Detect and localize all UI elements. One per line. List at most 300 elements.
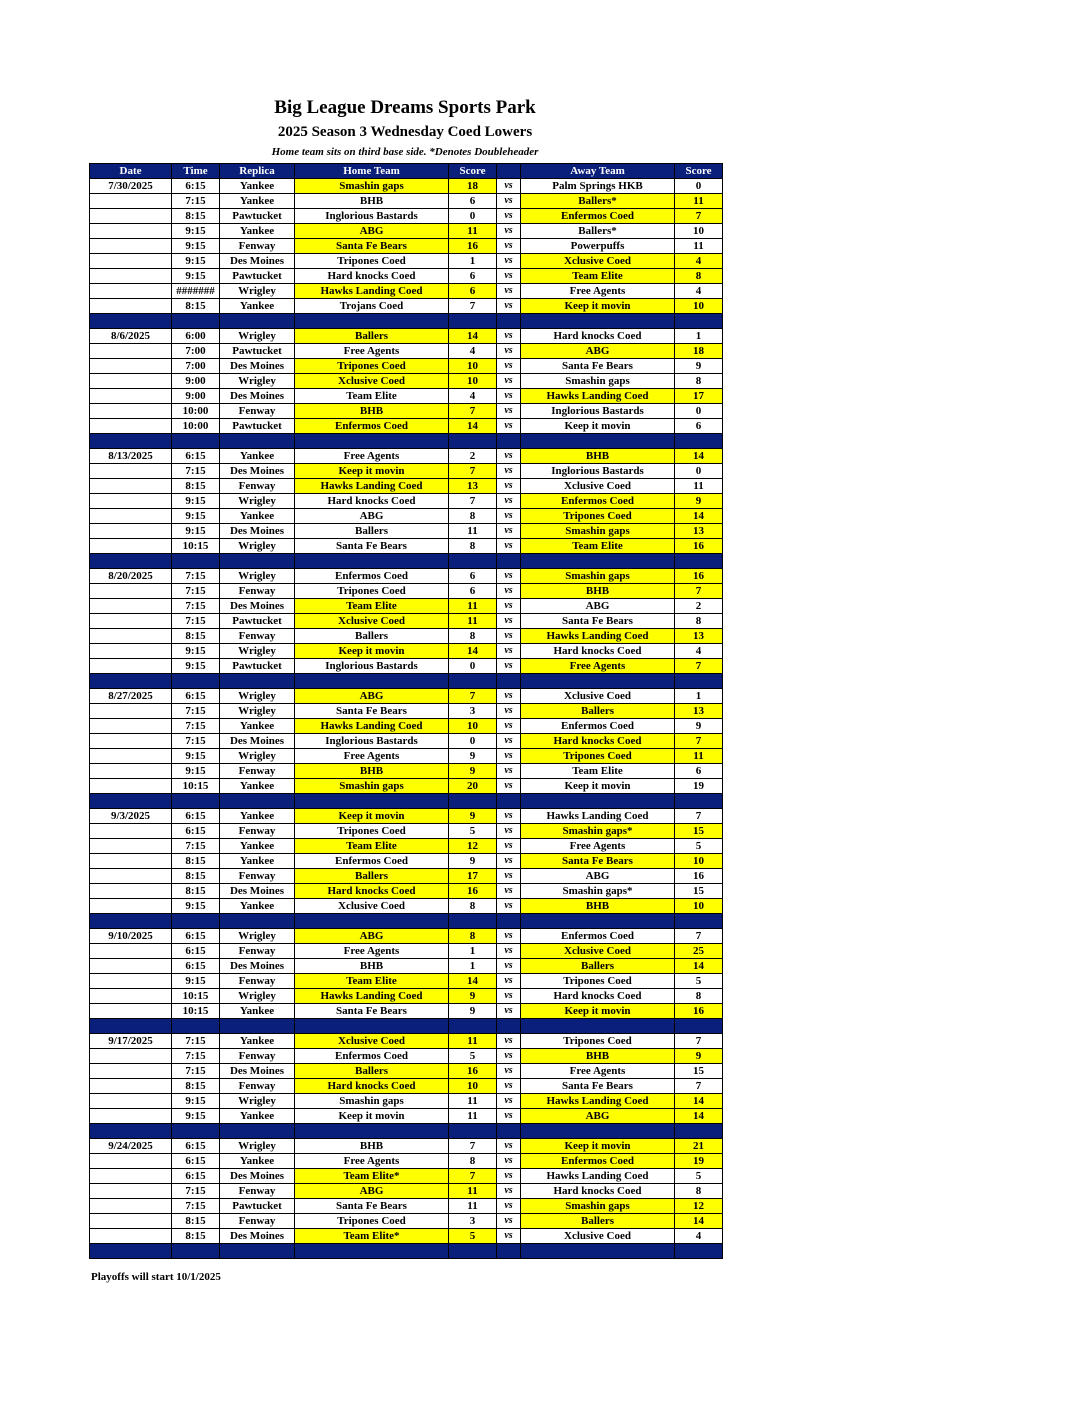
table-row <box>90 254 723 269</box>
away-score-cell: 11 <box>675 479 723 494</box>
time-cell: 6:15 <box>172 809 220 824</box>
away-team-cell: ABG <box>521 869 675 884</box>
home-team-cell: Ballers <box>295 629 449 644</box>
time-cell: 7:15 <box>172 599 220 614</box>
home-score-cell: 16 <box>449 1064 497 1079</box>
home-score-cell: 8 <box>449 539 497 554</box>
date-cell <box>90 764 172 779</box>
separator-cell <box>675 674 723 689</box>
replica-cell: Pawtucket <box>220 419 295 434</box>
table-row <box>90 1154 723 1169</box>
home-score-cell: 14 <box>449 644 497 659</box>
week-separator-row <box>90 1124 723 1139</box>
away-score-cell: 13 <box>675 629 723 644</box>
away-score-cell: 9 <box>675 719 723 734</box>
separator-cell <box>90 434 172 449</box>
time-cell: 9:00 <box>172 374 220 389</box>
replica-cell: Yankee <box>220 1034 295 1049</box>
replica-cell: Pawtucket <box>220 614 295 629</box>
away-score-cell: 7 <box>675 209 723 224</box>
date-cell <box>90 194 172 209</box>
home-score-cell: 9 <box>449 989 497 1004</box>
vs-cell: vs <box>497 1034 521 1049</box>
away-score-cell: 25 <box>675 944 723 959</box>
vs-cell: vs <box>497 1094 521 1109</box>
time-cell: 9:15 <box>172 524 220 539</box>
replica-cell: Yankee <box>220 179 295 194</box>
separator-cell <box>90 1019 172 1034</box>
vs-cell: vs <box>497 824 521 839</box>
home-score-cell: 7 <box>449 299 497 314</box>
date-cell <box>90 284 172 299</box>
separator-cell <box>675 314 723 329</box>
away-team-cell: Santa Fe Bears <box>521 614 675 629</box>
home-team-cell: ABG <box>295 929 449 944</box>
away-score-cell: 7 <box>675 659 723 674</box>
home-score-cell: 14 <box>449 329 497 344</box>
table-row <box>90 764 723 779</box>
away-score-cell: 7 <box>675 1079 723 1094</box>
away-team-cell: BHB <box>521 449 675 464</box>
replica-cell: Pawtucket <box>220 209 295 224</box>
away-team-cell: BHB <box>521 584 675 599</box>
away-team-cell: Team Elite <box>521 539 675 554</box>
away-score-cell: 9 <box>675 1049 723 1064</box>
separator-cell <box>449 794 497 809</box>
table-row <box>90 629 723 644</box>
away-score-cell: 0 <box>675 179 723 194</box>
away-score-cell: 6 <box>675 419 723 434</box>
home-team-cell: Hawks Landing Coed <box>295 284 449 299</box>
home-score-cell: 10 <box>449 1079 497 1094</box>
separator-cell <box>675 1019 723 1034</box>
replica-cell: Yankee <box>220 224 295 239</box>
date-cell: 7/30/2025 <box>90 179 172 194</box>
home-team-cell: Xclusive Coed <box>295 614 449 629</box>
time-cell: 6:15 <box>172 824 220 839</box>
home-team-cell: Hawks Landing Coed <box>295 989 449 1004</box>
vs-cell: vs <box>497 569 521 584</box>
vs-cell: vs <box>497 224 521 239</box>
replica-cell: Des Moines <box>220 734 295 749</box>
home-score-cell: 8 <box>449 899 497 914</box>
replica-cell: Yankee <box>220 449 295 464</box>
replica-cell: Wrigley <box>220 539 295 554</box>
replica-cell: Des Moines <box>220 524 295 539</box>
date-cell: 9/10/2025 <box>90 929 172 944</box>
time-cell: 6:15 <box>172 1154 220 1169</box>
replica-cell: Wrigley <box>220 989 295 1004</box>
table-row <box>90 1094 723 1109</box>
vs-cell: vs <box>497 404 521 419</box>
vs-cell: vs <box>497 1079 521 1094</box>
date-cell <box>90 644 172 659</box>
away-score-cell: 17 <box>675 389 723 404</box>
col-away-team-header: Away Team <box>521 164 675 179</box>
vs-cell: vs <box>497 239 521 254</box>
vs-cell: vs <box>497 779 521 794</box>
away-score-cell: 16 <box>675 869 723 884</box>
table-row <box>90 1184 723 1199</box>
home-team-cell: Keep it movin <box>295 809 449 824</box>
away-score-cell: 14 <box>675 449 723 464</box>
separator-cell <box>497 1244 521 1259</box>
table-row <box>90 899 723 914</box>
away-team-cell: Keep it movin <box>521 1139 675 1154</box>
separator-cell <box>295 794 449 809</box>
table-row <box>90 989 723 1004</box>
away-score-cell: 8 <box>675 269 723 284</box>
away-team-cell: Enfermos Coed <box>521 209 675 224</box>
time-cell: 10:00 <box>172 404 220 419</box>
date-cell <box>90 1004 172 1019</box>
time-cell: 7:15 <box>172 1034 220 1049</box>
time-cell: 8:15 <box>172 1214 220 1229</box>
table-row <box>90 854 723 869</box>
separator-cell <box>90 914 172 929</box>
table-row <box>90 1079 723 1094</box>
home-team-cell: BHB <box>295 959 449 974</box>
away-score-cell: 11 <box>675 239 723 254</box>
date-cell <box>90 854 172 869</box>
vs-cell: vs <box>497 1169 521 1184</box>
vs-cell: vs <box>497 509 521 524</box>
vs-cell: vs <box>497 734 521 749</box>
separator-cell <box>521 434 675 449</box>
schedule-body <box>90 179 723 1259</box>
home-team-cell: ABG <box>295 509 449 524</box>
page-subtitle: 2025 Season 3 Wednesday Coed Lowers <box>277 124 533 140</box>
home-score-cell: 3 <box>449 1214 497 1229</box>
away-team-cell: Keep it movin <box>521 779 675 794</box>
replica-cell: Fenway <box>220 479 295 494</box>
time-cell: 9:00 <box>172 389 220 404</box>
separator-cell <box>449 1124 497 1139</box>
date-cell: 8/6/2025 <box>90 329 172 344</box>
time-cell: 9:15 <box>172 509 220 524</box>
time-cell: 7:15 <box>172 584 220 599</box>
separator-cell <box>220 314 295 329</box>
separator-cell <box>497 314 521 329</box>
vs-cell: vs <box>497 689 521 704</box>
separator-cell <box>172 1244 220 1259</box>
table-row <box>90 329 723 344</box>
home-score-cell: 11 <box>449 599 497 614</box>
date-cell <box>90 1214 172 1229</box>
replica-cell: Des Moines <box>220 959 295 974</box>
date-cell <box>90 659 172 674</box>
away-team-cell: Santa Fe Bears <box>521 854 675 869</box>
away-team-cell: Keep it movin <box>521 299 675 314</box>
home-score-cell: 4 <box>449 389 497 404</box>
time-cell: 8:15 <box>172 1079 220 1094</box>
home-team-cell: Free Agents <box>295 749 449 764</box>
date-cell <box>90 614 172 629</box>
table-row <box>90 749 723 764</box>
away-score-cell: 7 <box>675 929 723 944</box>
time-cell: 7:15 <box>172 1064 220 1079</box>
time-cell: 7:15 <box>172 719 220 734</box>
date-cell <box>90 374 172 389</box>
away-team-cell: Xclusive Coed <box>521 254 675 269</box>
home-team-cell: Tripones Coed <box>295 1214 449 1229</box>
time-cell: 8:15 <box>172 629 220 644</box>
home-team-cell: Team Elite <box>295 599 449 614</box>
date-cell: 8/13/2025 <box>90 449 172 464</box>
away-score-cell: 14 <box>675 1214 723 1229</box>
date-cell <box>90 779 172 794</box>
vs-cell: vs <box>497 869 521 884</box>
away-score-cell: 16 <box>675 539 723 554</box>
separator-cell <box>295 1244 449 1259</box>
table-row <box>90 269 723 284</box>
home-score-cell: 13 <box>449 479 497 494</box>
away-team-cell: Team Elite <box>521 269 675 284</box>
replica-cell: Fenway <box>220 824 295 839</box>
date-cell <box>90 509 172 524</box>
away-score-cell: 11 <box>675 194 723 209</box>
time-cell: 9:15 <box>172 899 220 914</box>
time-cell: 8:15 <box>172 1229 220 1244</box>
table-row <box>90 809 723 824</box>
separator-cell <box>675 1244 723 1259</box>
home-score-cell: 5 <box>449 824 497 839</box>
vs-cell: vs <box>497 629 521 644</box>
away-score-cell: 9 <box>675 359 723 374</box>
table-row <box>90 884 723 899</box>
separator-cell <box>295 314 449 329</box>
away-score-cell: 10 <box>675 854 723 869</box>
table-row <box>90 479 723 494</box>
separator-cell <box>172 914 220 929</box>
date-cell <box>90 464 172 479</box>
separator-cell <box>295 914 449 929</box>
home-team-cell: Santa Fe Bears <box>295 1199 449 1214</box>
separator-cell <box>449 1244 497 1259</box>
week-separator-row <box>90 554 723 569</box>
separator-cell <box>449 314 497 329</box>
separator-cell <box>295 554 449 569</box>
away-team-cell: Inglorious Bastards <box>521 464 675 479</box>
table-row <box>90 284 723 299</box>
date-cell: 8/27/2025 <box>90 689 172 704</box>
col-time-header: Time <box>172 164 220 179</box>
separator-cell <box>172 674 220 689</box>
replica-cell: Fenway <box>220 764 295 779</box>
away-team-cell: Hard knocks Coed <box>521 989 675 1004</box>
away-team-cell: Enfermos Coed <box>521 1154 675 1169</box>
date-cell <box>90 1229 172 1244</box>
vs-cell: vs <box>497 644 521 659</box>
home-score-cell: 9 <box>449 749 497 764</box>
separator-cell <box>521 554 675 569</box>
date-cell: 8/20/2025 <box>90 569 172 584</box>
date-cell <box>90 584 172 599</box>
separator-cell <box>90 674 172 689</box>
away-score-cell: 14 <box>675 1094 723 1109</box>
home-score-cell: 8 <box>449 629 497 644</box>
away-score-cell: 18 <box>675 344 723 359</box>
home-score-cell: 11 <box>449 1034 497 1049</box>
away-team-cell: ABG <box>521 344 675 359</box>
home-team-cell: Tripones Coed <box>295 584 449 599</box>
away-score-cell: 1 <box>675 689 723 704</box>
vs-cell: vs <box>497 254 521 269</box>
date-cell <box>90 629 172 644</box>
table-row <box>90 1034 723 1049</box>
table-row <box>90 224 723 239</box>
away-score-cell: 7 <box>675 734 723 749</box>
replica-cell: Yankee <box>220 1154 295 1169</box>
time-cell: 6:15 <box>172 1169 220 1184</box>
away-team-cell: Hard knocks Coed <box>521 644 675 659</box>
date-cell <box>90 1079 172 1094</box>
away-team-cell: Tripones Coed <box>521 749 675 764</box>
replica-cell: Fenway <box>220 404 295 419</box>
header-note: Home team sits on third base side. *Denotes Doubleheader <box>271 146 539 158</box>
vs-cell: vs <box>497 614 521 629</box>
table-row <box>90 389 723 404</box>
separator-cell <box>172 554 220 569</box>
home-team-cell: Free Agents <box>295 449 449 464</box>
home-team-cell: Inglorious Bastards <box>295 659 449 674</box>
week-separator-row <box>90 1244 723 1259</box>
vs-cell: vs <box>497 479 521 494</box>
week-separator-row <box>90 434 723 449</box>
page-title: Big League Dreams Sports Park <box>274 97 536 118</box>
home-team-cell: ABG <box>295 1184 449 1199</box>
replica-cell: Pawtucket <box>220 269 295 284</box>
home-score-cell: 14 <box>449 974 497 989</box>
vs-cell: vs <box>497 344 521 359</box>
away-score-cell: 8 <box>675 614 723 629</box>
home-team-cell: Hard knocks Coed <box>295 269 449 284</box>
date-cell <box>90 479 172 494</box>
separator-cell <box>675 554 723 569</box>
home-score-cell: 11 <box>449 1109 497 1124</box>
vs-cell: vs <box>497 989 521 1004</box>
home-team-cell: Ballers <box>295 329 449 344</box>
separator-cell <box>172 794 220 809</box>
away-team-cell: Tripones Coed <box>521 1034 675 1049</box>
table-row <box>90 824 723 839</box>
home-score-cell: 11 <box>449 614 497 629</box>
separator-cell <box>521 314 675 329</box>
home-team-cell: Tripones Coed <box>295 359 449 374</box>
table-row <box>90 644 723 659</box>
home-team-cell: BHB <box>295 404 449 419</box>
table-row <box>90 1004 723 1019</box>
replica-cell: Wrigley <box>220 704 295 719</box>
time-cell: 7:15 <box>172 569 220 584</box>
home-score-cell: 11 <box>449 1184 497 1199</box>
vs-cell: vs <box>497 329 521 344</box>
date-cell <box>90 269 172 284</box>
vs-cell: vs <box>497 494 521 509</box>
date-cell <box>90 209 172 224</box>
replica-cell: Des Moines <box>220 884 295 899</box>
vs-cell: vs <box>497 959 521 974</box>
separator-cell <box>90 1124 172 1139</box>
home-score-cell: 6 <box>449 194 497 209</box>
vs-cell: vs <box>497 854 521 869</box>
separator-cell <box>521 1019 675 1034</box>
vs-cell: vs <box>497 359 521 374</box>
separator-cell <box>220 554 295 569</box>
separator-cell <box>220 914 295 929</box>
replica-cell: Wrigley <box>220 929 295 944</box>
home-score-cell: 8 <box>449 509 497 524</box>
time-cell: 7:15 <box>172 1049 220 1064</box>
vs-cell: vs <box>497 704 521 719</box>
away-team-cell: Smashin gaps <box>521 1199 675 1214</box>
home-score-cell: 11 <box>449 524 497 539</box>
time-cell: 7:15 <box>172 614 220 629</box>
home-team-cell: Trojans Coed <box>295 299 449 314</box>
home-score-cell: 17 <box>449 869 497 884</box>
away-score-cell: 4 <box>675 1229 723 1244</box>
away-team-cell: BHB <box>521 899 675 914</box>
time-cell: 8:15 <box>172 479 220 494</box>
away-score-cell: 1 <box>675 329 723 344</box>
table-row <box>90 1109 723 1124</box>
vs-cell: vs <box>497 839 521 854</box>
away-score-cell: 0 <box>675 404 723 419</box>
home-team-cell: BHB <box>295 764 449 779</box>
away-score-cell: 19 <box>675 1154 723 1169</box>
replica-cell: Yankee <box>220 809 295 824</box>
home-score-cell: 7 <box>449 1139 497 1154</box>
home-score-cell: 0 <box>449 734 497 749</box>
table-row <box>90 239 723 254</box>
date-cell <box>90 1154 172 1169</box>
time-cell: 10:15 <box>172 539 220 554</box>
time-cell: 7:00 <box>172 359 220 374</box>
date-cell <box>90 1064 172 1079</box>
separator-cell <box>497 1019 521 1034</box>
separator-cell <box>449 434 497 449</box>
away-score-cell: 15 <box>675 884 723 899</box>
vs-cell: vs <box>497 1109 521 1124</box>
replica-cell: Fenway <box>220 629 295 644</box>
table-row <box>90 404 723 419</box>
vs-cell: vs <box>497 929 521 944</box>
vs-cell: vs <box>497 464 521 479</box>
vs-cell: vs <box>497 419 521 434</box>
time-cell: 7:15 <box>172 1184 220 1199</box>
home-team-cell: Team Elite <box>295 839 449 854</box>
table-row <box>90 1229 723 1244</box>
home-score-cell: 5 <box>449 1049 497 1064</box>
schedule-table <box>89 163 723 1259</box>
separator-cell <box>497 794 521 809</box>
replica-cell: Wrigley <box>220 1094 295 1109</box>
away-score-cell: 2 <box>675 599 723 614</box>
date-cell <box>90 989 172 1004</box>
table-row <box>90 344 723 359</box>
replica-cell: Des Moines <box>220 1229 295 1244</box>
home-score-cell: 11 <box>449 1199 497 1214</box>
vs-cell: vs <box>497 1049 521 1064</box>
home-score-cell: 0 <box>449 659 497 674</box>
week-separator-row <box>90 794 723 809</box>
date-cell <box>90 944 172 959</box>
time-cell: 7:15 <box>172 194 220 209</box>
replica-cell: Wrigley <box>220 494 295 509</box>
home-team-cell: Tripones Coed <box>295 254 449 269</box>
home-score-cell: 14 <box>449 419 497 434</box>
time-cell: 9:15 <box>172 254 220 269</box>
